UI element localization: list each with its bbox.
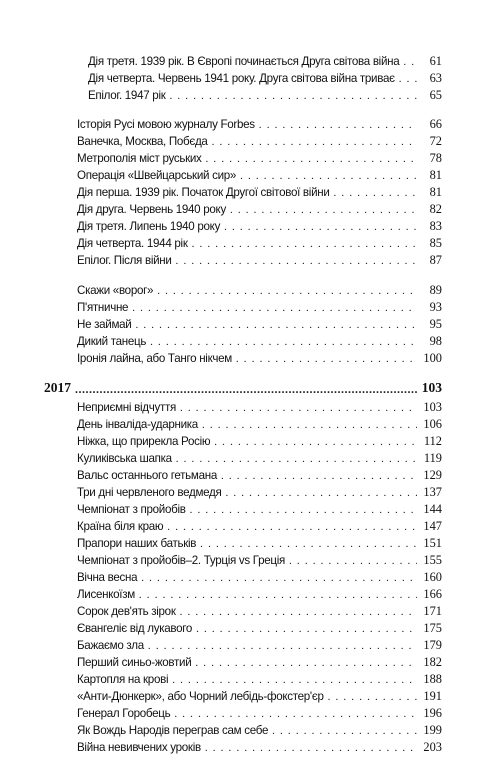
toc-entry-title: Ванечка, Москва, Побєда: [77, 135, 208, 148]
toc-entry: [77, 201, 442, 218]
toc-entry: [88, 53, 442, 70]
toc-entry-page: 191: [423, 689, 442, 703]
toc-entry-page: 196: [423, 706, 442, 720]
dot-leader: [212, 135, 417, 150]
toc-entry-title: Ніжка, що прирекла Росію: [77, 435, 211, 448]
toc-entry-page: 119: [423, 451, 442, 465]
dot-leader: [75, 380, 417, 398]
toc-entry-page: 175: [423, 621, 442, 635]
dot-leader: [148, 639, 417, 654]
toc-entry-page: 66: [429, 117, 442, 131]
dot-leader: [289, 554, 417, 569]
dot-leader: [259, 118, 417, 133]
toc-entry-title: Операція «Швейцарський сир»: [77, 169, 237, 182]
toc-entry-title: Дія четверта. 1944 рік: [77, 237, 188, 250]
toc-entry: [77, 218, 442, 235]
toc-entry: [77, 722, 442, 739]
toc-entry: [77, 518, 442, 535]
dot-leader: [230, 203, 417, 218]
toc-entry-page: 112: [423, 434, 442, 448]
toc-entry-title: Три дні червленого ведмедя: [77, 486, 222, 499]
toc-entry: [77, 184, 442, 201]
dot-leader: [225, 486, 417, 501]
toc-entry-page: 188: [423, 672, 442, 686]
toc-entry-title: Дикий танець: [77, 335, 147, 348]
dot-leader: [167, 520, 417, 535]
toc-entry-page: 106: [423, 417, 442, 431]
toc-entry-page: 144: [423, 502, 442, 516]
toc-entry: [77, 150, 442, 167]
toc-entry-title: Метрополія міст руських: [77, 152, 202, 165]
toc-entry-title: Скажи «ворог»: [77, 284, 154, 297]
toc-entry-page: 65: [429, 88, 442, 102]
toc-entry: [77, 739, 442, 756]
toc-entry-page: 203: [423, 740, 442, 754]
dot-leader: [180, 401, 417, 416]
dot-leader: [176, 452, 417, 467]
toc-entry: [77, 705, 442, 722]
toc-entry: [77, 116, 442, 133]
dot-leader: [157, 284, 417, 299]
toc-entry-page: 151: [423, 536, 442, 550]
toc-entry-page: 83: [429, 219, 442, 233]
dot-leader: [214, 435, 417, 450]
toc-entry-page: 82: [429, 202, 442, 216]
dot-leader: [334, 186, 417, 201]
toc-entry: [88, 87, 442, 104]
toc-entry-page: 85: [429, 236, 442, 250]
toc-entry: [77, 484, 442, 501]
toc-entry-title: Перший синьо-жовтий: [77, 656, 192, 669]
toc-entry-page: 78: [429, 151, 442, 165]
dot-leader: [224, 220, 417, 235]
dot-leader: [205, 741, 417, 756]
toc-entry-title: Прапори наших батьків: [77, 537, 197, 550]
toc-entry-title: Вальс останнього гетьмана: [77, 469, 217, 482]
toc-entry-title: Країна біля краю: [77, 520, 164, 533]
toc-entry-page: 160: [423, 570, 442, 584]
toc-entry: [77, 399, 442, 416]
toc-entry-title: Неприємні відчуття: [77, 401, 176, 414]
toc-entry: [77, 467, 442, 484]
dot-leader: [272, 724, 417, 739]
toc-entry: [77, 671, 442, 688]
toc-entry: [77, 586, 442, 603]
toc-entry-title: Куликівська шапка: [77, 452, 172, 465]
toc-entry-page: 166: [423, 587, 442, 601]
toc-entry-title: Бажаємо зла: [77, 639, 144, 652]
toc-entry-page: 98: [429, 334, 442, 348]
toc-entry: [77, 333, 442, 350]
toc-entry-page: 95: [429, 317, 442, 331]
toc-entry-title: Іронія лайна, або Танго нікчем: [77, 352, 232, 365]
toc-entry-title: Епілог. 1947 рік: [88, 89, 166, 102]
toc-entry-page: 89: [429, 283, 442, 297]
toc-entry-title: Епілог. Після війни: [77, 254, 172, 267]
dot-leader: [328, 690, 417, 705]
dot-leader: [240, 169, 417, 184]
toc-entry: [77, 133, 442, 150]
dot-leader: [190, 503, 417, 518]
toc-entry-title: Картопля на крові: [77, 673, 169, 686]
toc-entry: [88, 70, 442, 87]
toc-entry-title: Євангеліє від лукавого: [77, 622, 193, 635]
toc-entry-page: 81: [429, 185, 442, 199]
dot-leader: [202, 418, 417, 433]
toc-entry: [77, 637, 442, 654]
dot-leader: [176, 254, 417, 269]
toc-entry: [77, 688, 442, 705]
dot-leader: [132, 301, 417, 316]
toc-entry-title: Генерал Горобець: [77, 707, 171, 720]
toc-entry-page: 129: [423, 468, 442, 482]
toc-entry-page: 61: [429, 54, 442, 68]
toc-entry: [77, 620, 442, 637]
toc-entry-title: Чемпіонат з пройобів: [77, 503, 186, 516]
dot-leader: [196, 622, 417, 637]
toc-entry-page: 137: [423, 485, 442, 499]
toc-entry-title: Чемпіонат з пройобів–2. Турція vs Греція: [77, 554, 286, 567]
dot-leader: [135, 318, 417, 333]
toc-entry: [77, 282, 442, 299]
year-heading-title: 2017: [44, 380, 71, 395]
dot-leader: [139, 588, 417, 603]
toc-entry-page: 93: [429, 300, 442, 314]
year-heading-page: 103: [421, 380, 442, 395]
toc-entry: [77, 350, 442, 367]
toc-entry-page: 182: [423, 655, 442, 669]
toc-entry: [77, 167, 442, 184]
dot-leader: [403, 55, 417, 70]
toc-entry: [77, 450, 442, 467]
toc-entry: [77, 416, 442, 433]
toc-entry-page: 63: [429, 71, 442, 85]
toc-entry-page: 155: [423, 553, 442, 567]
toc-entry-page: 100: [423, 351, 442, 365]
toc-entry-page: 147: [423, 519, 442, 533]
dot-leader: [206, 152, 417, 167]
dot-leader: [399, 72, 417, 87]
dot-leader: [192, 237, 417, 252]
dot-leader: [172, 673, 417, 688]
dot-leader: [200, 537, 417, 552]
toc-entry-title: Історія Русі мовою журналу Forbes: [77, 118, 255, 131]
toc-entry-title: Дія друга. Червень 1940 року: [77, 203, 226, 216]
toc-entry-title: Не займай: [77, 318, 132, 331]
toc-entry-title: День інваліда-ударника: [77, 418, 198, 431]
toc-entry-title: Сорок дев'ять зірок: [77, 605, 176, 618]
toc-entry-title: Дія третя. Липень 1940 року: [77, 220, 221, 233]
toc-entry: [77, 299, 442, 316]
toc-entry-title: Лисенкоїзм: [77, 588, 135, 601]
dot-leader: [170, 89, 418, 104]
year-heading: [44, 378, 442, 398]
toc-entry-title: Дія третя. 1939 рік. В Європі починається Друга світова війна: [88, 55, 400, 68]
dot-leader: [180, 605, 417, 620]
dot-leader: [236, 352, 417, 367]
toc-entry-page: 81: [429, 168, 442, 182]
toc-entry-title: Вічна весна: [77, 571, 138, 584]
toc-entry: [77, 603, 442, 620]
toc-entry-page: 72: [429, 134, 442, 148]
dot-leader: [174, 707, 417, 722]
toc-entry-title: «Анти-Дюнкерк», або Чорний лебідь-фокстер'єр: [77, 690, 324, 703]
dot-leader: [141, 571, 417, 586]
toc-entry-page: 103: [423, 400, 442, 414]
dot-leader: [221, 469, 417, 484]
toc-entry: [77, 535, 442, 552]
toc-entry: [77, 501, 442, 518]
toc-entry-title: Дія перша. 1939 рік. Початок Другої світової війни: [77, 186, 330, 199]
toc-entry-title: П'ятничне: [77, 301, 129, 314]
dot-leader: [150, 335, 417, 350]
toc-entry: [77, 552, 442, 569]
toc-entry-page: 171: [423, 604, 442, 618]
toc-entry-title: Як Вождь Народів переграв сам себе: [77, 724, 269, 737]
dot-leader: [195, 656, 417, 671]
toc-entry: [77, 433, 442, 450]
toc-entry-title: Дія четверта. Червень 1941 року. Друга світова війна триває: [88, 72, 395, 85]
toc-entry: [77, 316, 442, 333]
toc-entry: [77, 569, 442, 586]
toc-entry: [77, 654, 442, 671]
toc-entry-page: 87: [429, 253, 442, 267]
toc-entry-title: Війна невивчених уроків: [77, 741, 201, 754]
toc-entry-page: 199: [423, 723, 442, 737]
toc-entry: [77, 235, 442, 252]
toc-entry: [77, 252, 442, 269]
toc-entry-page: 179: [423, 638, 442, 652]
